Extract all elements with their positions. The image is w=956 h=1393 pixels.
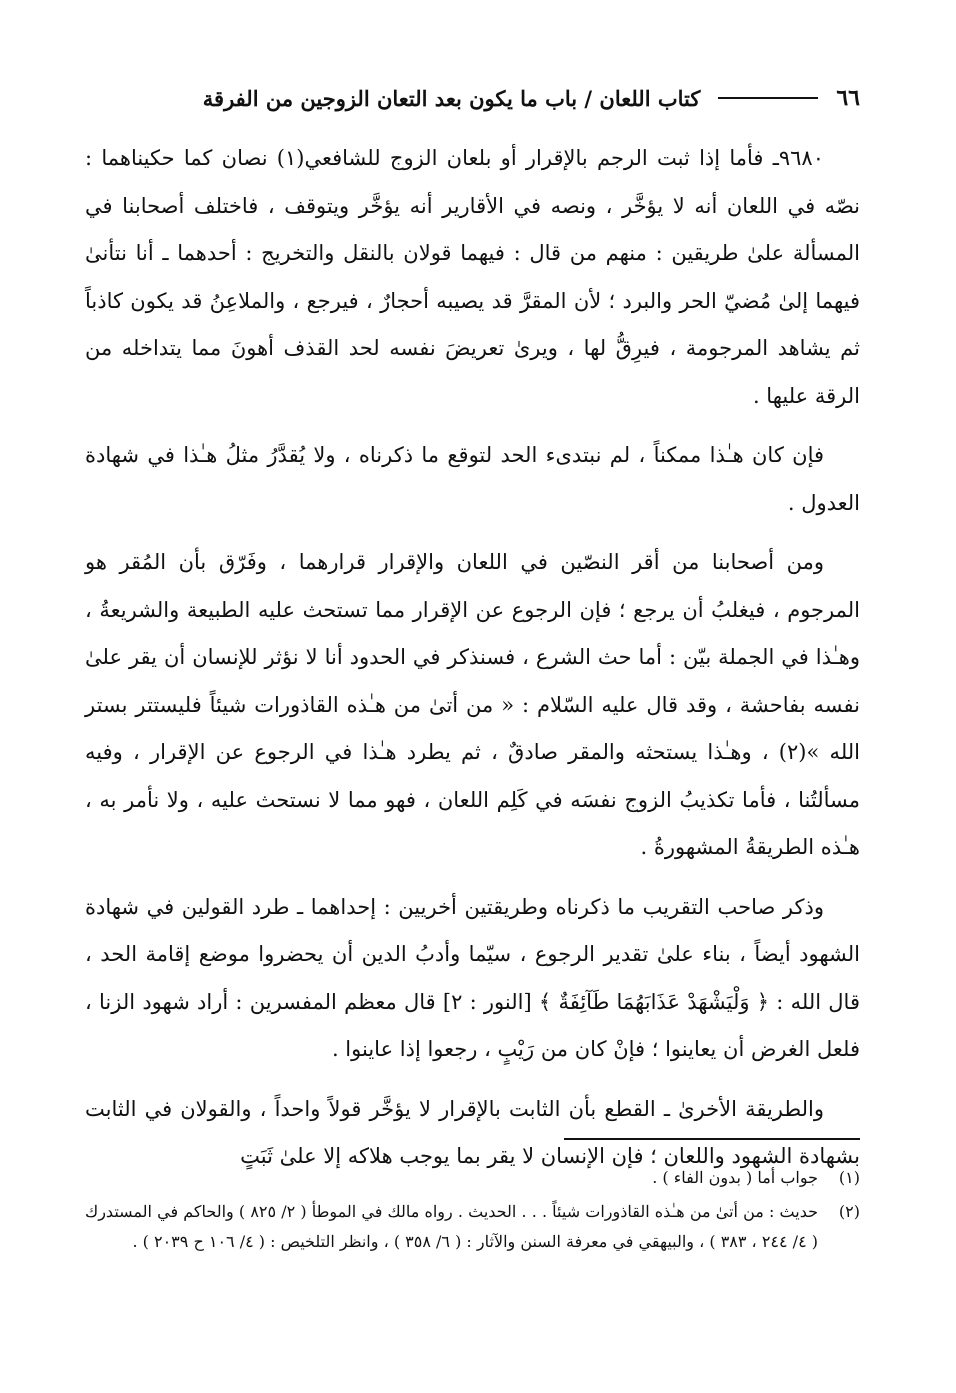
- paragraph: ومن أصحابنا من أقر النصّين في اللعان والإقرار قرارهما ، وفَرّق بأن المُقر هو المرجوم ، فيغلبُ أن يرجع ؛ فإن الرجوع عن الإقرار مما تستحث عليه الطبيعة والشريعةُ ، وهـٰذا في الجملة بيّن : أما حث الشرع ، فسنذكر في الحدود أنا لا نؤثر للإنسان أن يقر علىٰ نفسه بفاحشة ، وقد قال عليه السّلام : « من أتىٰ من هـٰذه القاذورات شيئاً فليستتر بستر الله »(٢) ، وهـٰذا يستحثه والمقر صادقٌ ، ثم يطرد هـٰذا في الرجوع عن الإقرار ، وفيه مسألتُنا ، فأما تكذيبُ الزوج نفسَه في كَلِم اللعان ، فهو مما لا نستحث عليه ، ولا نأمر به ، هـٰذه الطريقةُ المشهورةُ .: [85, 550, 860, 859]
- paragraph: والطريقة الأخرىٰ ـ القطع بأن الثابت بالإقرار لا يؤخَّر قولاً واحداً ، والقولان في الثابت بشهادة الشهود واللعان ؛ فإن الإنسان لا يقر بما يوجب هلاكه إلا علىٰ ثَبَتٍ: [85, 1096, 860, 1168]
- footnote: [85, 1197, 860, 1257]
- footnote-text: حديث : من أتىٰ من هـٰذه القاذورات شيئاً . . . الحديث . رواه مالك في الموطأ ( ٢/ ٨٢٥ ) والحاكم في المستدرك ( ٤/ ٢٤٤ ، ٣٨٣ ) ، والبيهقي في معرفة السنن والآثار : ( ٦/ ٣٥٨ ) ، وانظر التلخيص : ( ٤/ ١٠٦ ح ٢٠٣٩ ) .: [85, 1202, 819, 1251]
- footnote-number: (١): [838, 1168, 860, 1187]
- paragraph: فإن كان هـٰذا ممكناً ، لم نبتدىء الحد لتوقع ما ذكرناه ، ولا يُقدَّرُ مثلُ هـٰذا في شهادة العدول .: [85, 443, 860, 515]
- footnote-text: جواب أما ( بدون الفاء ) .: [652, 1168, 818, 1187]
- running-title: كتاب اللعان / باب ما يكون بعد التعان الزوجين من الفرقة: [202, 85, 701, 111]
- paragraph-9680: ٩٦٨٠ـ فأما إذا ثبت الرجم بالإقرار أو بلعان الزوج للشافعي(١) نصان كما حكيناهما : نصّه في اللعان أنه لا يؤخَّر ، ونصه في الأقارير أنه يؤخَّر ويتوقف ، فاختلف أصحابنا في المسألة علىٰ طريقين : منهم من قال : فيهما قولان بالنقل والتخريج : أحدهما ـ أنا نتأنىٰ فيهما إلىٰ مُضيّ الحر والبرد ؛ لأن المقرَّ قد يصيبه أحجارٌ ، فيرجع ، والملاعِنُ قد يكون كاذباً ثم يشاهد المرجومة ، فيرِقُّ لها ، ويرىٰ تعريضَ نفسه لحد القذف أهونَ مما يتداخله من الرقة عليها .: [85, 146, 860, 408]
- paragraph: وذكر صاحب التقريب ما ذكرناه وطريقتين أخريين : إحداهما ـ طرد القولين في شهادة الشهود أيضاً ، بناء علىٰ تقدير الرجوع ، سيّما وأدبُ الدين أن يحضروا موضع إقامة الحد ، قال الله : ﴿ وَلْيَشْهَدْ عَذَابَهُمَا طَآئِفَةٌ ﴾ [النور : ٢] قال معظم المفسرين : أراد شهود الزنا ، فلعل الغرض أن يعاينوا ؛ فإنْ كان من رَيْبٍ ، رجعوا إذا عاينوا .: [85, 894, 860, 1061]
- footnote-number: (٢): [838, 1202, 860, 1221]
- footnotes: [85, 1163, 860, 1261]
- main-text: [85, 135, 860, 1193]
- page-number: ٦٦: [836, 85, 860, 111]
- footnote-separator: [564, 1138, 860, 1140]
- header-rule: [718, 97, 818, 99]
- running-header: [85, 78, 860, 118]
- footnote: [85, 1163, 860, 1193]
